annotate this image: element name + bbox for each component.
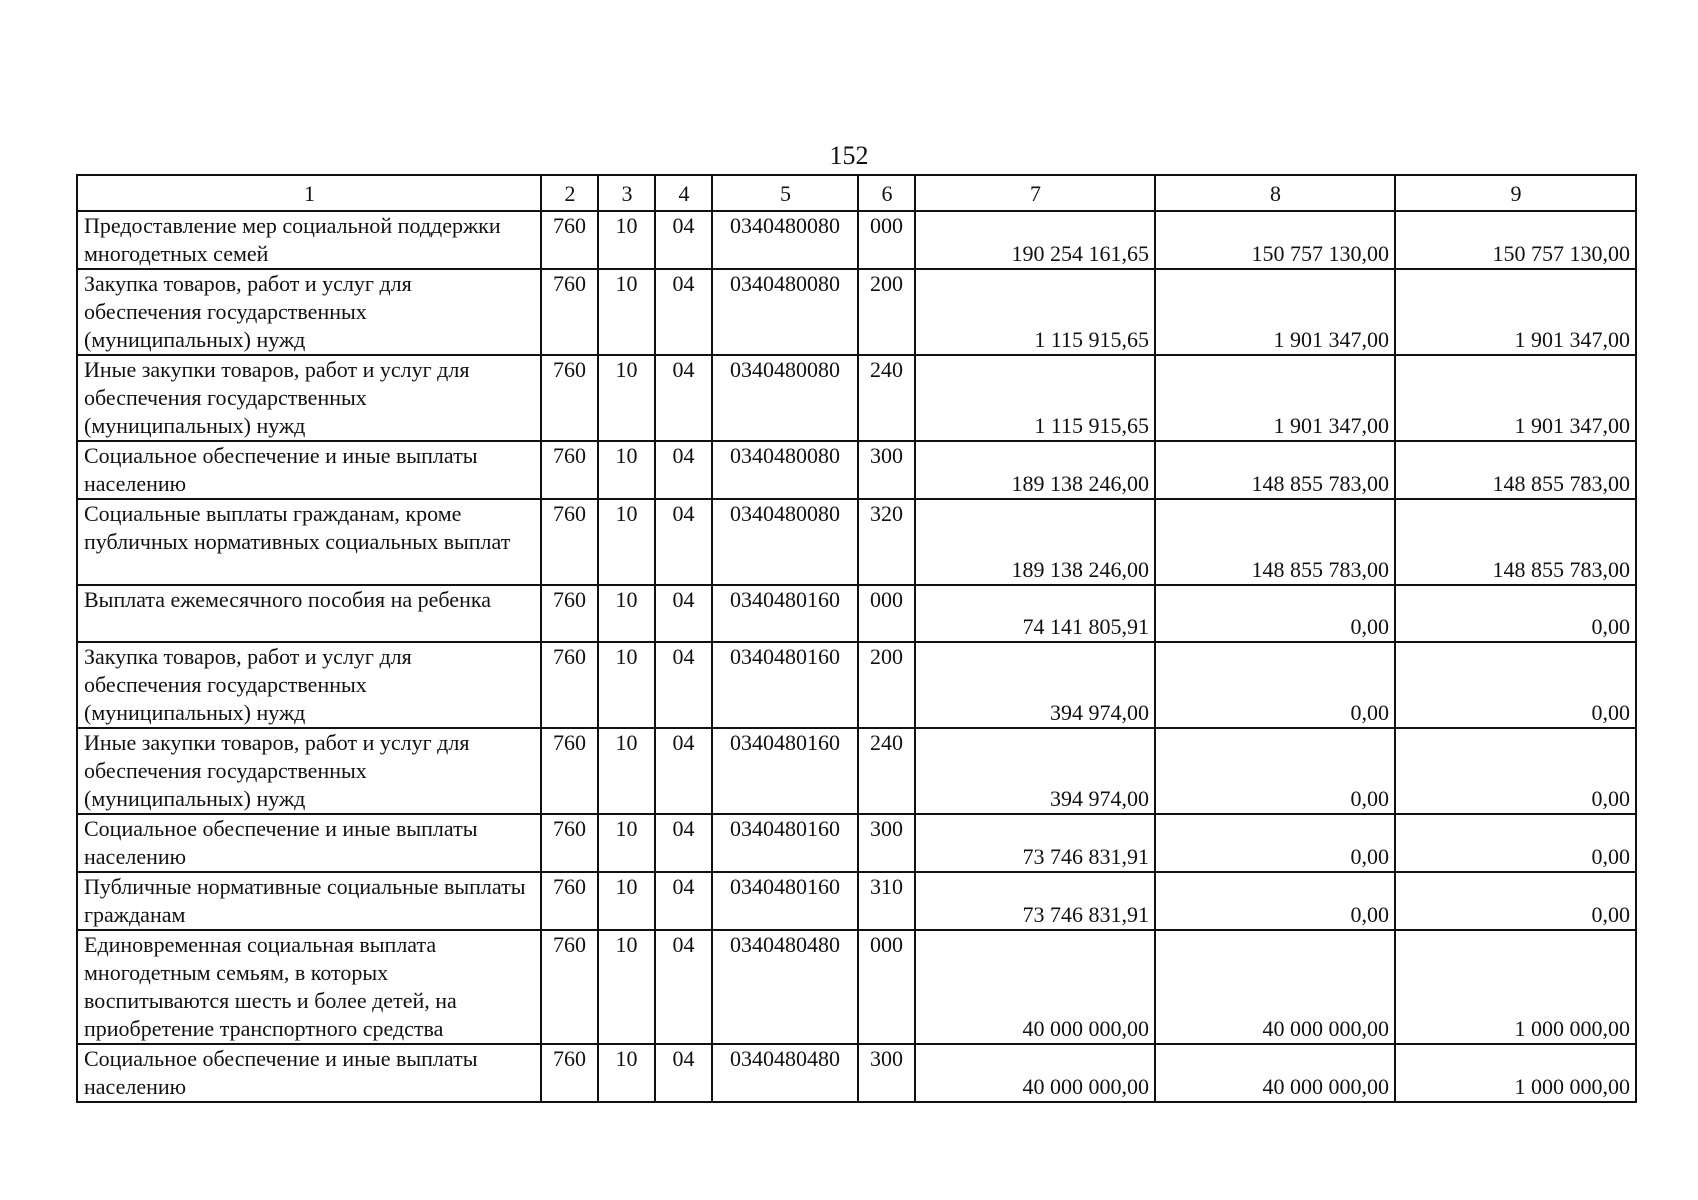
amount-cell-col7: 189 138 246,00 xyxy=(915,499,1155,585)
target-article-cell: 0340480160 xyxy=(712,872,858,930)
expense-type-cell: 200 xyxy=(858,642,915,728)
table-body xyxy=(77,211,1636,1102)
admin-code-cell: 760 xyxy=(541,441,598,499)
row-name-cell: Социальные выплаты гражданам, кроме публичных нормативных социальных выплат xyxy=(77,499,541,585)
row-name-cell: Закупка товаров, работ и услуг для обеспечения государственных (муниципальных) нужд xyxy=(77,642,541,728)
amount-cell-col7: 394 974,00 xyxy=(915,642,1155,728)
expense-type-cell: 000 xyxy=(858,211,915,269)
header-cell: 8 xyxy=(1155,175,1395,211)
target-article-cell: 0340480160 xyxy=(712,814,858,872)
section-code-cell: 10 xyxy=(598,872,655,930)
subsection-code-cell: 04 xyxy=(655,728,712,814)
page-number: 152 xyxy=(829,141,869,170)
amount-cell-col8: 148 855 783,00 xyxy=(1155,441,1395,499)
table-row xyxy=(77,211,1636,269)
row-name-cell: Закупка товаров, работ и услуг для обеспечения государственных (муниципальных) нужд xyxy=(77,269,541,355)
admin-code-cell: 760 xyxy=(541,642,598,728)
admin-code-cell: 760 xyxy=(541,585,598,642)
row-name-cell: Иные закупки товаров, работ и услуг для обеспечения государственных (муниципальных) нужд xyxy=(77,355,541,441)
section-code-cell: 10 xyxy=(598,814,655,872)
amount-cell-col7: 1 115 915,65 xyxy=(915,355,1155,441)
section-code-cell: 10 xyxy=(598,1044,655,1102)
admin-code-cell: 760 xyxy=(541,211,598,269)
row-name-cell: Предоставление мер социальной поддержки многодетных семей xyxy=(77,211,541,269)
amount-cell-col8: 150 757 130,00 xyxy=(1155,211,1395,269)
subsection-code-cell: 04 xyxy=(655,1044,712,1102)
table-row xyxy=(77,814,1636,872)
amount-cell-col7: 394 974,00 xyxy=(915,728,1155,814)
amount-cell-col7: 189 138 246,00 xyxy=(915,441,1155,499)
admin-code-cell: 760 xyxy=(541,872,598,930)
section-code-cell: 10 xyxy=(598,355,655,441)
section-code-cell: 10 xyxy=(598,499,655,585)
header-cell: 7 xyxy=(915,175,1155,211)
subsection-code-cell: 04 xyxy=(655,585,712,642)
section-code-cell: 10 xyxy=(598,728,655,814)
amount-cell-col9: 0,00 xyxy=(1395,814,1636,872)
row-name-cell: Социальное обеспечение и иные выплаты населению xyxy=(77,441,541,499)
amount-cell-col9: 0,00 xyxy=(1395,642,1636,728)
amount-cell-col8: 1 901 347,00 xyxy=(1155,269,1395,355)
target-article-cell: 0340480160 xyxy=(712,585,858,642)
row-name-cell: Публичные нормативные социальные выплаты гражданам xyxy=(77,872,541,930)
expense-type-cell: 000 xyxy=(858,585,915,642)
amount-cell-col8: 40 000 000,00 xyxy=(1155,930,1395,1044)
expense-type-cell: 300 xyxy=(858,1044,915,1102)
amount-cell-col8: 40 000 000,00 xyxy=(1155,1044,1395,1102)
budget-table xyxy=(76,174,1637,1103)
expense-type-cell: 000 xyxy=(858,930,915,1044)
admin-code-cell: 760 xyxy=(541,499,598,585)
amount-cell-col9: 1 901 347,00 xyxy=(1395,269,1636,355)
amount-cell-col8: 0,00 xyxy=(1155,728,1395,814)
table-header-row xyxy=(77,175,1636,211)
amount-cell-col8: 148 855 783,00 xyxy=(1155,499,1395,585)
amount-cell-col7: 40 000 000,00 xyxy=(915,930,1155,1044)
admin-code-cell: 760 xyxy=(541,355,598,441)
amount-cell-col9: 148 855 783,00 xyxy=(1395,441,1636,499)
amount-cell-col9: 0,00 xyxy=(1395,872,1636,930)
amount-cell-col8: 1 901 347,00 xyxy=(1155,355,1395,441)
row-name-cell: Единовременная социальная выплата многодетным семьям, в которых воспитываются шесть и более детей, на приобретение транспортного средства xyxy=(77,930,541,1044)
target-article-cell: 0340480080 xyxy=(712,211,858,269)
amount-cell-col7: 1 115 915,65 xyxy=(915,269,1155,355)
target-article-cell: 0340480480 xyxy=(712,930,858,1044)
section-code-cell: 10 xyxy=(598,585,655,642)
table-row xyxy=(77,585,1636,642)
header-cell: 2 xyxy=(541,175,598,211)
target-article-cell: 0340480080 xyxy=(712,499,858,585)
subsection-code-cell: 04 xyxy=(655,355,712,441)
header-cell: 9 xyxy=(1395,175,1636,211)
section-code-cell: 10 xyxy=(598,930,655,1044)
header-cell: 6 xyxy=(858,175,915,211)
amount-cell-col7: 73 746 831,91 xyxy=(915,814,1155,872)
header-cell: 1 xyxy=(77,175,541,211)
subsection-code-cell: 04 xyxy=(655,872,712,930)
amount-cell-col7: 73 746 831,91 xyxy=(915,872,1155,930)
header-cell: 3 xyxy=(598,175,655,211)
row-name-cell: Выплата ежемесячного пособия на ребенка xyxy=(77,585,541,642)
expense-type-cell: 200 xyxy=(858,269,915,355)
table-row xyxy=(77,441,1636,499)
amount-cell-col8: 0,00 xyxy=(1155,872,1395,930)
amount-cell-col7: 190 254 161,65 xyxy=(915,211,1155,269)
table-row xyxy=(77,642,1636,728)
table-row xyxy=(77,728,1636,814)
expense-type-cell: 240 xyxy=(858,728,915,814)
amount-cell-col8: 0,00 xyxy=(1155,642,1395,728)
subsection-code-cell: 04 xyxy=(655,211,712,269)
section-code-cell: 10 xyxy=(598,441,655,499)
amount-cell-col9: 1 000 000,00 xyxy=(1395,1044,1636,1102)
subsection-code-cell: 04 xyxy=(655,930,712,1044)
table-row xyxy=(77,269,1636,355)
amount-cell-col8: 0,00 xyxy=(1155,814,1395,872)
row-name-cell: Иные закупки товаров, работ и услуг для обеспечения государственных (муниципальных) нужд xyxy=(77,728,541,814)
admin-code-cell: 760 xyxy=(541,930,598,1044)
amount-cell-col9: 1 901 347,00 xyxy=(1395,355,1636,441)
row-name-cell: Социальное обеспечение и иные выплаты населению xyxy=(77,1044,541,1102)
subsection-code-cell: 04 xyxy=(655,441,712,499)
target-article-cell: 0340480080 xyxy=(712,269,858,355)
table-row xyxy=(77,872,1636,930)
amount-cell-col9: 1 000 000,00 xyxy=(1395,930,1636,1044)
expense-type-cell: 300 xyxy=(858,814,915,872)
amount-cell-col9: 0,00 xyxy=(1395,585,1636,642)
amount-cell-col7: 74 141 805,91 xyxy=(915,585,1155,642)
section-code-cell: 10 xyxy=(598,269,655,355)
subsection-code-cell: 04 xyxy=(655,269,712,355)
table-row xyxy=(77,499,1636,585)
amount-cell-col9: 0,00 xyxy=(1395,728,1636,814)
admin-code-cell: 760 xyxy=(541,814,598,872)
amount-cell-col9: 150 757 130,00 xyxy=(1395,211,1636,269)
table-row xyxy=(77,355,1636,441)
row-name-cell: Социальное обеспечение и иные выплаты населению xyxy=(77,814,541,872)
header-cell: 5 xyxy=(712,175,858,211)
expense-type-cell: 310 xyxy=(858,872,915,930)
target-article-cell: 0340480080 xyxy=(712,441,858,499)
target-article-cell: 0340480480 xyxy=(712,1044,858,1102)
amount-cell-col7: 40 000 000,00 xyxy=(915,1044,1155,1102)
expense-type-cell: 300 xyxy=(858,441,915,499)
subsection-code-cell: 04 xyxy=(655,499,712,585)
section-code-cell: 10 xyxy=(598,211,655,269)
target-article-cell: 0340480160 xyxy=(712,642,858,728)
expense-type-cell: 240 xyxy=(858,355,915,441)
target-article-cell: 0340480160 xyxy=(712,728,858,814)
admin-code-cell: 760 xyxy=(541,1044,598,1102)
admin-code-cell: 760 xyxy=(541,728,598,814)
admin-code-cell: 760 xyxy=(541,269,598,355)
expense-type-cell: 320 xyxy=(858,499,915,585)
amount-cell-col8: 0,00 xyxy=(1155,585,1395,642)
table-row xyxy=(77,930,1636,1044)
subsection-code-cell: 04 xyxy=(655,642,712,728)
table-row xyxy=(77,1044,1636,1102)
header-cell: 4 xyxy=(655,175,712,211)
section-code-cell: 10 xyxy=(598,642,655,728)
subsection-code-cell: 04 xyxy=(655,814,712,872)
target-article-cell: 0340480080 xyxy=(712,355,858,441)
amount-cell-col9: 148 855 783,00 xyxy=(1395,499,1636,585)
